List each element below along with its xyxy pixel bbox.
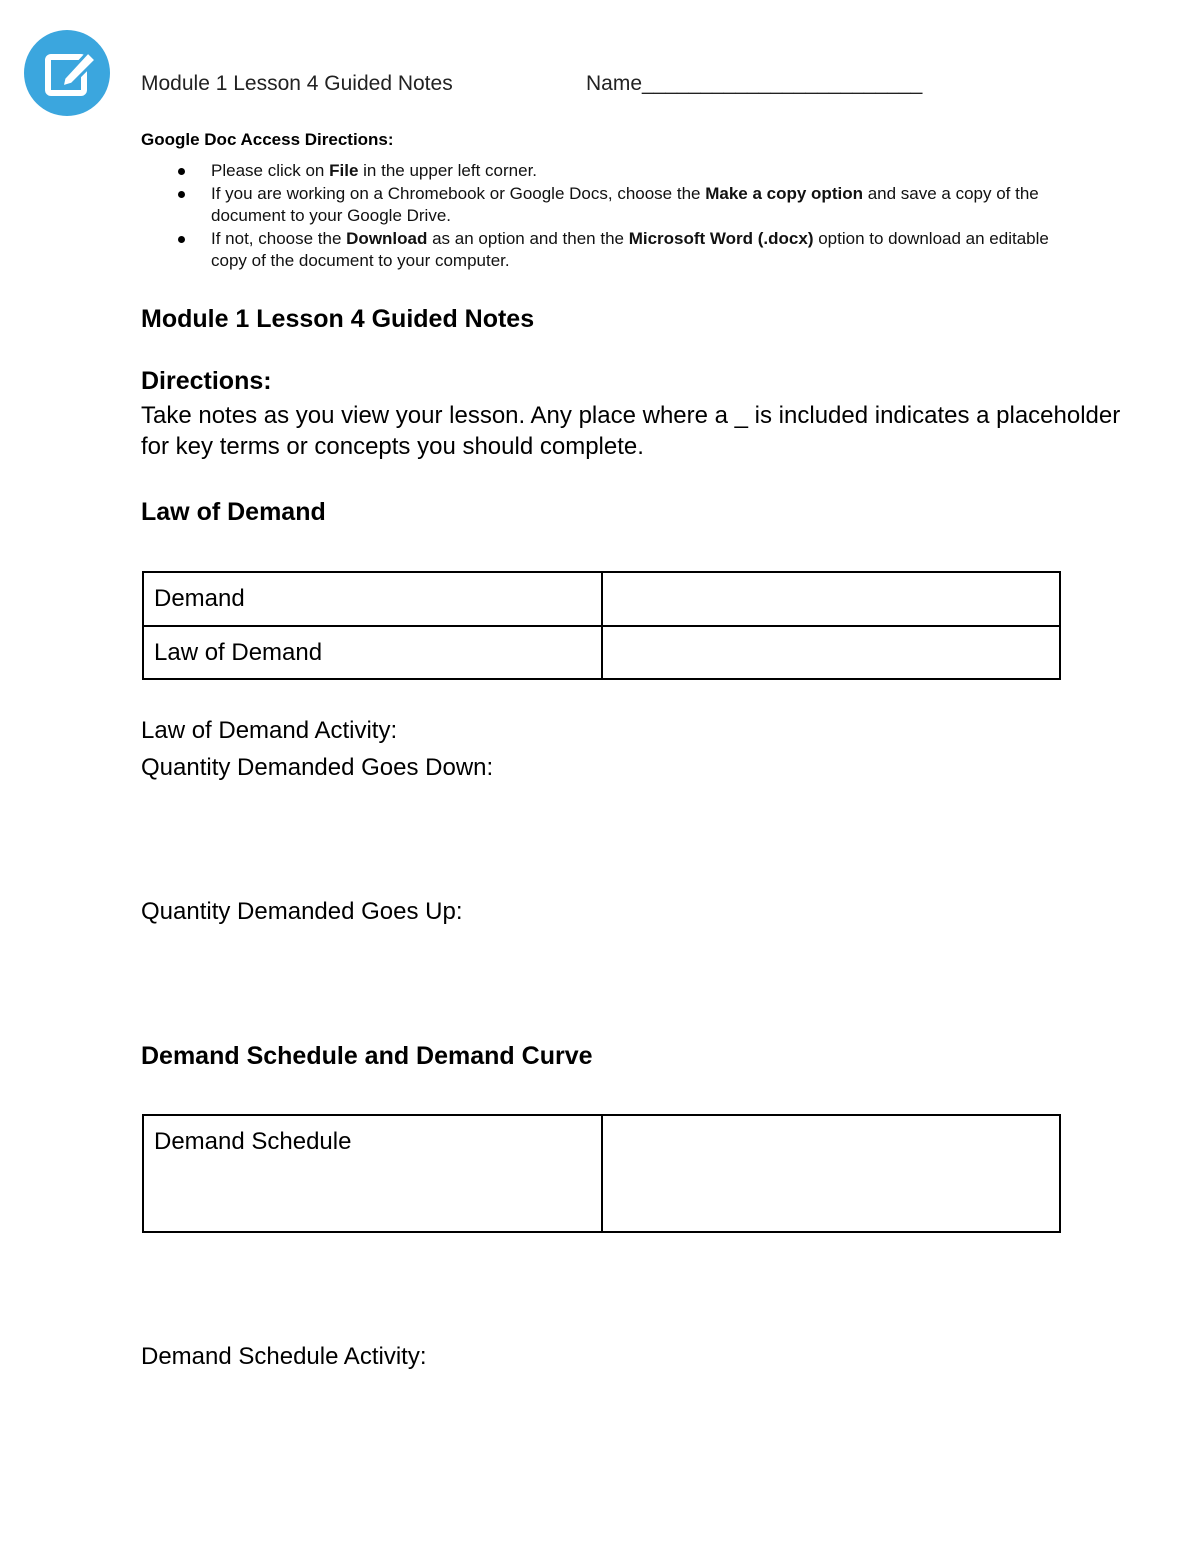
answer-cell[interactable]	[602, 572, 1060, 626]
bullet-icon	[178, 168, 185, 175]
term-cell: Demand Schedule	[143, 1115, 602, 1232]
law-of-demand-activity-label: Law of Demand Activity:	[141, 717, 398, 744]
document-title: Module 1 Lesson 4 Guided Notes	[141, 305, 535, 333]
access-directions-heading: Google Doc Access Directions:	[141, 130, 394, 149]
name-field[interactable]: Name________________________	[586, 72, 923, 95]
item-text: Please click on	[211, 161, 330, 180]
bullet-icon	[178, 236, 185, 243]
term-cell: Law of Demand	[143, 626, 602, 679]
law-of-demand-table	[142, 571, 1061, 680]
item-text: in the upper left corner.	[358, 161, 538, 180]
item-text: If not, choose the	[211, 228, 347, 248]
quantity-goes-up-label: Quantity Demanded Goes Up:	[141, 898, 463, 925]
list-item	[141, 228, 1061, 273]
item-text: as an option and then the	[427, 228, 629, 248]
item-bold-text: File	[329, 161, 359, 180]
list-item	[141, 183, 1061, 228]
edit-icon	[24, 30, 110, 116]
answer-cell[interactable]	[602, 1115, 1060, 1232]
quantity-goes-down-label: Quantity Demanded Goes Down:	[141, 754, 494, 781]
table-row	[143, 572, 1060, 626]
list-item	[141, 160, 1061, 183]
table-row	[143, 626, 1060, 679]
item-bold-text: Microsoft Word (.docx)	[628, 228, 814, 248]
item-text: option to download an editable copy of the document to your computer.	[211, 228, 1049, 270]
item-text: and save a copy of the document to your Google Drive.	[211, 183, 1039, 225]
demand-schedule-table	[142, 1114, 1061, 1233]
item-text: If you are working on a Chromebook or Google Docs, choose the	[211, 183, 706, 203]
table-row	[143, 1115, 1060, 1232]
item-bold-text: Download	[346, 228, 428, 248]
bullet-icon	[178, 191, 185, 198]
edit-icon-logo	[24, 30, 110, 116]
header-title: Module 1 Lesson 4 Guided Notes	[141, 72, 453, 95]
answer-cell[interactable]	[602, 626, 1060, 679]
directions-text: Take notes as you view your lesson. Any place where a _ is included indicates a placeholder for key terms or concepts you should complete.	[141, 402, 1121, 460]
access-directions-list	[141, 160, 1061, 273]
law-of-demand-heading: Law of Demand	[141, 498, 326, 526]
demand-schedule-activity-label: Demand Schedule Activity:	[141, 1343, 427, 1370]
item-bold-text: Make a copy option	[705, 183, 863, 203]
term-cell: Demand	[143, 572, 602, 626]
demand-schedule-heading: Demand Schedule and Demand Curve	[141, 1042, 593, 1070]
directions-heading: Directions:	[141, 367, 272, 395]
